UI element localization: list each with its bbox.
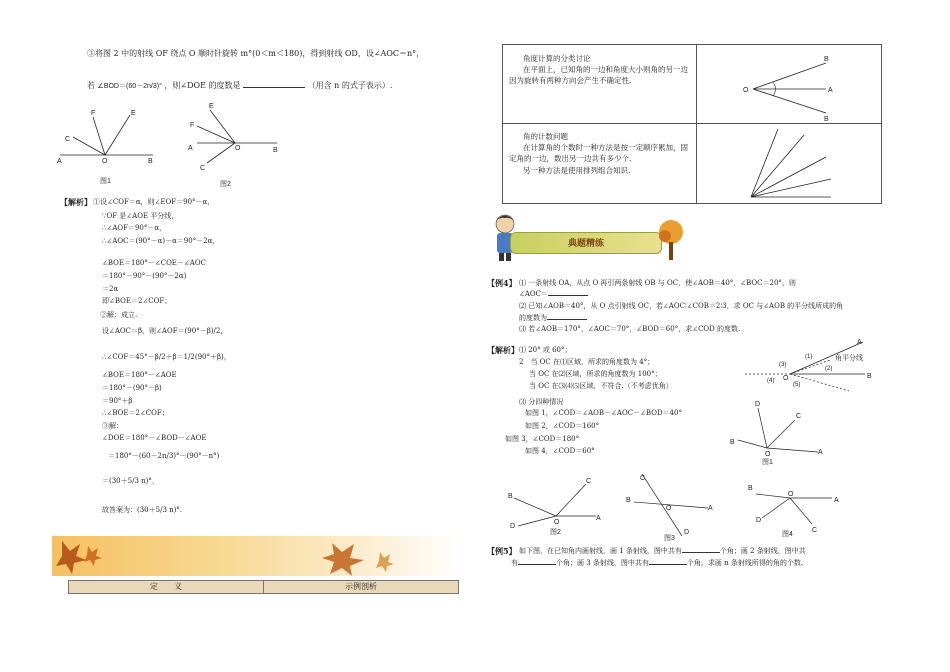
analysis-line-7: ＝180°－90°－(90°－2α) xyxy=(102,272,187,280)
definition-table-header xyxy=(68,580,459,594)
example4-q3: ⑶ 若∠AOB＝170°，∠AOC＝70°，∠BOD＝60°，求∠COD 的度数. xyxy=(519,325,741,333)
analysis-line-17: ③解： xyxy=(102,422,123,430)
answer-blank-3 xyxy=(649,564,687,565)
example4-q1b: ∠AOC＝ xyxy=(519,289,588,299)
example4-q1: ⑴ 一条射线 OA，从点 O 再引两条射线 OB 与 OC，使∠AOB＝40°，∠BOC＝20°，则 xyxy=(519,279,796,287)
formula-bod: ∠BOD＝(60－2n/3)° xyxy=(97,83,162,90)
analysis-line-2: ∵OF 是∠AOE 平分线， xyxy=(102,212,179,220)
row1-figure xyxy=(738,53,838,123)
analysis-line-23: 故答案为：(30＋5/3 n)°. xyxy=(102,506,183,514)
analysis-line-4: ∴∠AOC＝(90°－α)－α＝90°－2α， xyxy=(102,237,220,245)
fig2-label-f: F xyxy=(190,122,195,129)
fig-r3-label-a: A xyxy=(708,505,713,512)
row2-title: 角的计数问题 xyxy=(523,132,568,141)
fig-r2-label-b: B xyxy=(508,493,513,500)
row2-text1: 在计算角的个数时一种方法是按一定顺序累加，固定角的一边，数出另一边共有多少个. xyxy=(509,143,688,163)
problem3-line1: ③将图 2 中的射线 OF 绕点 O 顺时针旋转 m°(0＜m＜180)，得到射线 OD，设∠AOC＝n°， xyxy=(87,49,425,58)
row1-title: 角度计算的分类讨论 xyxy=(523,54,591,63)
cod-figure-2 xyxy=(506,476,606,536)
fig1-label-o: O xyxy=(102,158,108,165)
fig2-caption: 图2 xyxy=(220,181,231,188)
region-diagram xyxy=(745,338,875,393)
analysis4-l8: 如图 3，∠COD＝180° xyxy=(505,435,580,443)
section-banner-title: 典题精练 xyxy=(567,238,604,248)
fig-r1-caption: 图1 xyxy=(762,459,773,466)
example5-line1: 如下图，在已知角内画射线，画 1 条射线，图中共有 个角；画 2 条射线，图中共 xyxy=(519,547,806,555)
fig-r4-label-d: D xyxy=(756,517,762,524)
concept-table xyxy=(502,44,882,204)
fig-r4-label-o: O xyxy=(788,491,794,498)
leaf-decor-left xyxy=(52,536,112,576)
fig-r1-label-b: B xyxy=(730,439,735,446)
analysis-line-18: ∠DOE＝180°－∠BOD－∠AOE xyxy=(102,434,207,442)
region-label-b: B xyxy=(867,373,872,380)
fig-r1-label-o: O xyxy=(765,451,771,458)
example4-head: 【例4】 xyxy=(487,278,517,288)
analysis-line-11: 设∠AOC＝β，则∠AOF＝(90°－β)/2， xyxy=(102,327,228,335)
fig1-caption: 图1 xyxy=(100,178,111,185)
section-banner-box xyxy=(510,232,662,254)
col-definition: 定 义 xyxy=(69,581,264,593)
region-1: (1) xyxy=(805,354,813,360)
example4-q2b: 的度数为 xyxy=(519,313,587,323)
region-label-a: A xyxy=(857,339,862,346)
region-5: (5) xyxy=(793,382,801,388)
row1-label-a: A xyxy=(828,87,833,94)
answer-blank-aoc xyxy=(548,295,588,296)
fig-r1-label-a: A xyxy=(818,449,823,456)
fig-r3-label-b: B xyxy=(626,497,631,504)
autumn-banner xyxy=(52,536,460,576)
fig1-label-b: B xyxy=(148,158,153,165)
analysis4-l1: ⑴ 20° 或 60°； xyxy=(519,346,572,354)
table-vdivider xyxy=(696,45,697,203)
fig-r3-label-o: O xyxy=(666,505,672,512)
fig-r3-label-d: D xyxy=(684,529,690,536)
col-example: 示例剖析 xyxy=(345,582,377,591)
region-label-o: O xyxy=(783,375,789,382)
analysis-line-13: ∠BOE＝180°－∠AOE xyxy=(102,371,177,379)
table-hdivider xyxy=(503,123,881,124)
analysis4-head: 【解析】 xyxy=(487,345,519,355)
fig1-label-f: F xyxy=(91,110,96,117)
fig2-label-c: C xyxy=(200,165,206,172)
region-3: (3) xyxy=(779,362,787,368)
fig2-label-b: B xyxy=(273,147,278,154)
example4-q2: ⑵ 已知∠AOB＝40°，从 O 点引射线 OC，若∠AOC∶∠COB＝2∶3，求 OC 与∠AOB 的平分线所成的角 xyxy=(519,302,844,310)
fig-r2-caption: 图2 xyxy=(550,529,561,536)
analysis-head: 【解析】 xyxy=(60,197,92,207)
fig-r1-label-c: C xyxy=(796,413,802,420)
analysis-line-16: ∴∠BOE＝2∠COF； xyxy=(102,409,169,417)
analysis-line-6: ∠BOE＝180°－∠COE－∠AOC xyxy=(102,259,206,267)
figure-1 xyxy=(55,105,165,185)
analysis-line-12: ∴∠COF＝45°－β/2＋β＝1/2(90°＋β)， xyxy=(102,353,231,361)
example5-line2: 有 个角；画 3 条射线，图中共有 个角，求画 n 条射线所得的角的个数. xyxy=(511,559,804,567)
row1-label-b-bottom: B xyxy=(824,116,829,123)
fig-r3-label-c: C xyxy=(640,475,646,482)
fig-r2-label-o: O xyxy=(554,519,560,526)
analysis4-l5: ⑶ 分四种情况 xyxy=(519,398,564,406)
fig2-label-e: E xyxy=(209,103,214,110)
row2-figure xyxy=(746,127,846,202)
analysis-line-9: 即∠BOE＝2∠COF； xyxy=(102,297,172,305)
analysis4-l3: 当 OC 在⑵区域，所求的角度数为 100°； xyxy=(529,370,662,378)
fig-r4-label-c: C xyxy=(812,527,818,534)
tree-decor xyxy=(656,218,686,262)
analysis-line-14: ＝180°－(90°－β) xyxy=(102,384,162,392)
row1-text: 在平面上，已知角的一边和角度大小则角的另一边因为旋转有两种方向会产生不确定性. xyxy=(509,65,688,85)
analysis-line-1: ①设∠COF＝α，则∠EOF＝90°－α， xyxy=(93,198,215,206)
answer-blank-2 xyxy=(518,564,556,565)
fig-r2-label-c: C xyxy=(586,478,592,485)
fig-r3-caption: 图3 xyxy=(664,535,675,542)
analysis-line-19: ＝180°－(60－2n/3)°－(90°－n°) xyxy=(108,452,220,460)
cod-figure-1 xyxy=(730,400,830,470)
fig-r2-label-d: D xyxy=(510,523,516,530)
analysis4-l6: 如图 1，∠COD＝∠AOB－∠AOC－∠BOD＝40° xyxy=(525,409,682,417)
answer-blank-1 xyxy=(682,552,720,553)
analysis4-l9: 如图 4，∠COD＝60° xyxy=(525,447,595,455)
fig-r4-label-a: A xyxy=(834,497,839,504)
row1-label-o: O xyxy=(743,87,749,94)
fig2-label-o: O xyxy=(235,145,241,152)
analysis-line-3: ∴∠AOF＝90°－α， xyxy=(102,224,167,232)
fig-r2-label-a: A xyxy=(596,515,601,522)
region-2: (2) xyxy=(825,366,833,372)
figure-2 xyxy=(185,100,295,188)
cod-figure-3 xyxy=(620,472,720,540)
answer-blank-degree xyxy=(547,319,587,320)
analysis-line-21: ＝(30＋5/3 n)°， xyxy=(102,477,159,485)
section-banner xyxy=(488,212,684,262)
analysis4-l7: 如图 2，∠COD＝160° xyxy=(525,422,600,430)
example5-head: 【例5】 xyxy=(487,546,517,556)
analysis-line-8: ＝2α xyxy=(102,285,119,293)
region-4: (4) xyxy=(767,378,775,384)
fig-r1-label-d: D xyxy=(755,401,761,408)
fig1-label-c: C xyxy=(65,136,71,143)
fig2-label-a: A xyxy=(188,145,193,152)
analysis-line-10: ②解：成立. xyxy=(100,311,138,319)
row1-label-b-top: B xyxy=(824,56,829,63)
bisector-label: 角平分线 xyxy=(835,355,863,362)
leaf-decor-right xyxy=(302,538,412,576)
row2-text2: 另一种方法是使用排列组合知识. xyxy=(523,166,631,175)
analysis4-l4: 当 OC 在⑶⑷⑸区域，不符合.（不考虑优角） xyxy=(529,382,673,390)
analysis-line-15: ＝90°＋β xyxy=(102,397,133,405)
answer-blank xyxy=(243,87,305,88)
fig1-label-a: A xyxy=(57,158,62,165)
fig-r4-label-b: B xyxy=(748,485,753,492)
analysis4-l2: 2 当 OC 在⑴区域，所求的角度数为 4°； xyxy=(519,358,655,366)
fig-r4-caption: 图4 xyxy=(782,531,793,538)
fig1-label-e: E xyxy=(131,110,136,117)
problem3-line2: 若 ∠BOD＝(60－2n/3)° ，则∠DOE 的度数是 （用含 n 的式子表示）. xyxy=(87,81,393,90)
cod-figure-4 xyxy=(748,476,848,540)
